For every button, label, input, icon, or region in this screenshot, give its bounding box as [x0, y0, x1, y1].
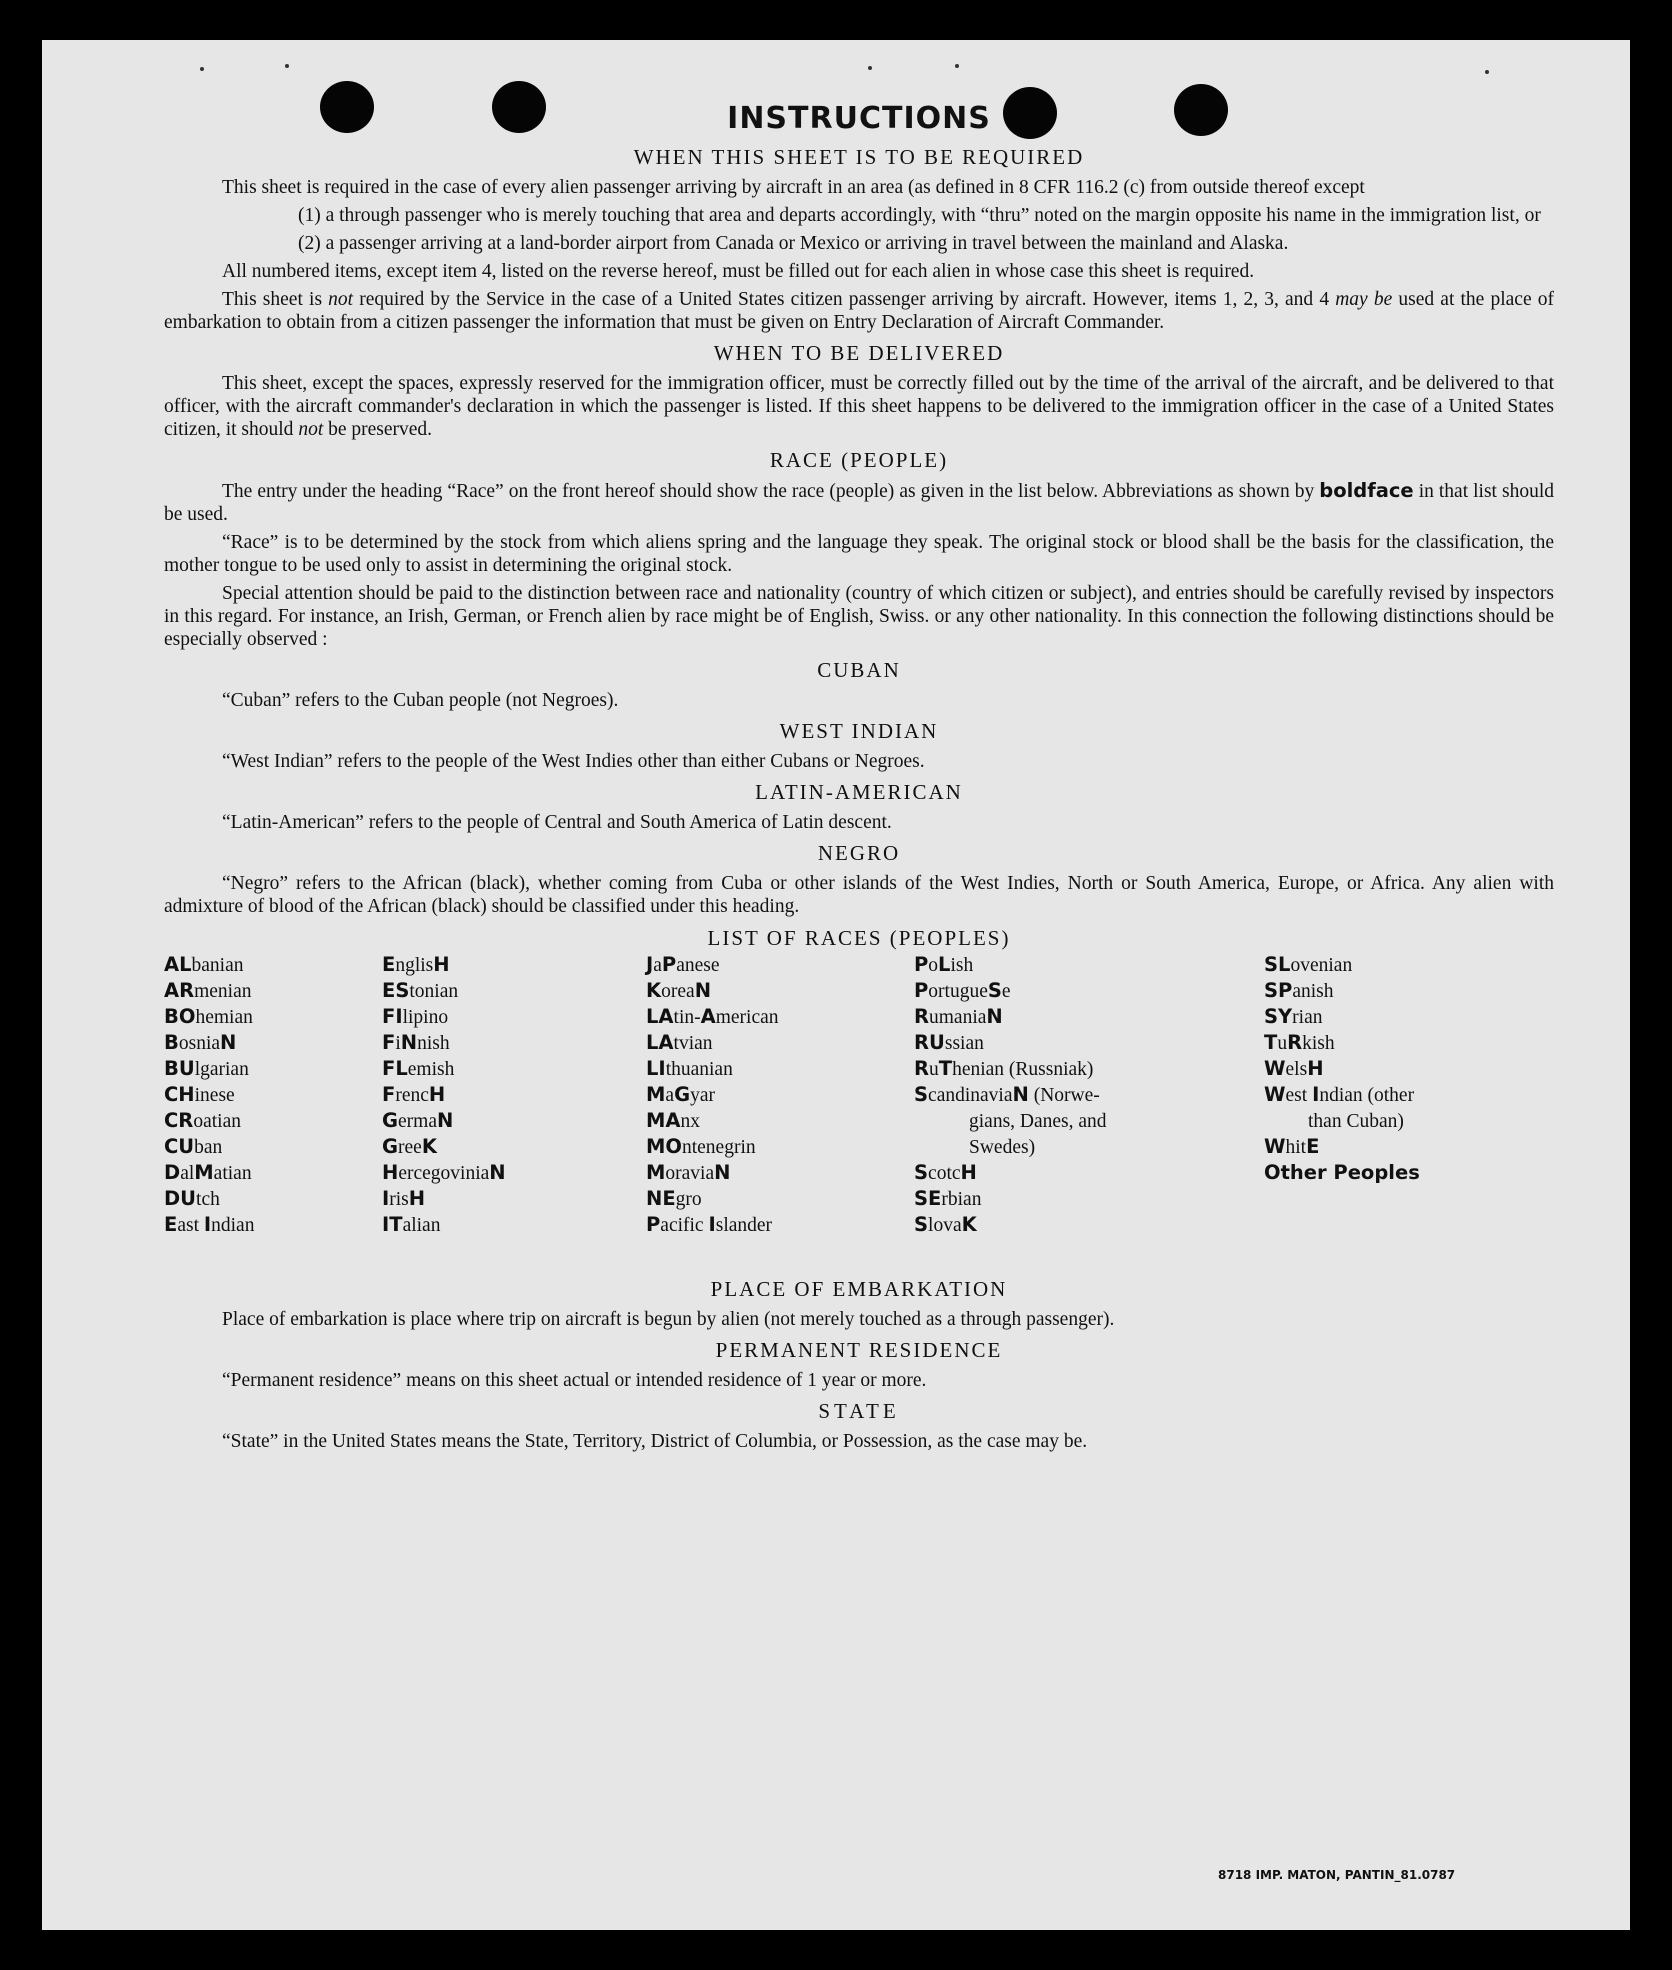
race-entry: FiNnish: [382, 1031, 450, 1054]
heading-permanent-residence: PERMANENT RESIDENCE: [715, 1338, 1003, 1362]
race-entry: RuThenian (Russniak): [914, 1057, 1094, 1080]
heading-west-indian: WEST INDIAN: [779, 719, 939, 743]
race-entry: GermaN: [382, 1109, 454, 1132]
paragraph: This sheet, except the spaces, expressly reserved for the immigration officer, must be correctly filled out by the time of the arrival of the aircraft, and be delivered to that officer, with the aircraft commander's declaration in which the passenger is listed. If this sheet happens to be delivered to the immigration officer in the case of a United States citizen, it should not be preserved.: [164, 373, 1554, 440]
race-entry: IrisH: [382, 1187, 426, 1210]
race-entry: RumaniaN: [914, 1005, 1003, 1028]
race-entry: MOntenegrin: [646, 1135, 756, 1158]
paragraph: “West Indian” refers to the people of the West Indies other than either Cubans or Negroes.: [222, 751, 925, 772]
race-entry: NEgro: [646, 1187, 702, 1210]
race-entry: Other Peoples: [1264, 1161, 1420, 1184]
race-entry: SLovenian: [1264, 953, 1353, 976]
paragraph: Place of embarkation is place where trip on aircraft is begun by alien (not merely touched as a through passenger).: [222, 1309, 1115, 1330]
race-entry: Swedes): [969, 1137, 1036, 1158]
paragraph: “Cuban” refers to the Cuban people (not Negroes).: [222, 690, 619, 711]
paragraph: “Permanent residence” means on this sheet actual or intended residence of 1 year or more.: [222, 1370, 927, 1391]
speck: [955, 64, 959, 68]
race-entry: TuRkish: [1264, 1031, 1335, 1054]
heading-list-of-races: LIST OF RACES (PEOPLES): [707, 926, 1011, 950]
race-entry: JaPanese: [646, 953, 720, 976]
race-entry: MAnx: [646, 1109, 700, 1132]
race-entry: SPanish: [1264, 979, 1334, 1002]
race-entry: CHinese: [164, 1083, 235, 1106]
heading-when-delivered: WHEN TO BE DELIVERED: [713, 341, 1005, 365]
speck: [1485, 70, 1489, 74]
paragraph: All numbered items, except item 4, listed on the reverse hereof, must be filled out for each alien in whose case this sheet is required.: [222, 261, 1255, 282]
race-entry: ITalian: [382, 1213, 441, 1236]
race-entry: ScotcH: [914, 1161, 977, 1184]
printer-imprint: 8718 IMP. MATON, PANTIN_81.0787: [1218, 1868, 1456, 1882]
paragraph: “Negro” refers to the African (black), whether coming from Cuba or other islands of the West Indies, North or South America, Europe, or Africa. Any alien with admixture of blood of the African (black) should be classified under this heading.: [164, 873, 1554, 917]
speck: [285, 64, 289, 68]
paragraph: Special attention should be paid to the distinction between race and nationality (country of which citizen or subject), and entries should be carefully revised by inspectors in this regard. For instance, an Irish, German, or French alien by race might be of English, Swiss. or any other nationality. In this connection the following distinctions should be especially observed :: [164, 583, 1554, 650]
paragraph: This sheet is not required by the Service in the case of a United States citizen passenger arriving by aircraft. However, items 1, 2, 3, and 4 may be used at the place of embarkation to obtain from a citizen passenger the information that must be given on Entry Declaration of Aircraft Commander.: [164, 289, 1554, 333]
race-column: [1264, 952, 1524, 1186]
race-entry: WhitE: [1264, 1135, 1320, 1158]
race-entry: SlovaK: [914, 1213, 977, 1236]
document-sheet: [42, 40, 1630, 1930]
race-column: [382, 952, 592, 1238]
heading-when-required: WHEN THIS SHEET IS TO BE REQUIRED: [633, 145, 1085, 169]
race-entry: BosniaN: [164, 1031, 237, 1054]
race-entry: CUban: [164, 1135, 223, 1158]
race-entry: SErbian: [914, 1187, 982, 1210]
race-entry: gians, Danes, and: [969, 1111, 1107, 1132]
race-list: [164, 950, 1554, 1270]
race-entry: KoreaN: [646, 979, 712, 1002]
race-column: [646, 952, 886, 1238]
race-entry: BOhemian: [164, 1005, 253, 1028]
race-entry: ScandinaviaN (Norwe-: [914, 1083, 1100, 1106]
heading-negro: NEGRO: [817, 841, 901, 865]
heading-place-of-embarkation: PLACE OF EMBARKATION: [710, 1277, 1008, 1301]
race-entry: PortugueSe: [914, 979, 1011, 1002]
speck: [200, 67, 204, 71]
heading-latin-american: LATIN-AMERICAN: [755, 780, 963, 804]
race-entry: Pacific Islander: [646, 1213, 773, 1236]
race-entry: FLemish: [382, 1057, 455, 1080]
race-entry: HercegoviniaN: [382, 1161, 506, 1184]
paragraph: “Race” is to be determined by the stock from which aliens spring and the language they speak. The original stock or blood shall be the basis for the classification, the mother tongue to be used only to assist in determining the original stock.: [164, 532, 1554, 576]
race-entry: LAtvian: [646, 1031, 713, 1054]
race-column: [914, 952, 1184, 1238]
race-entry: West Indian (other: [1264, 1083, 1415, 1106]
heading-race: RACE (PEOPLE): [769, 448, 949, 472]
race-entry: RUssian: [914, 1031, 984, 1054]
list-item: (2) a passenger arriving at a land-border airport from Canada or Mexico or arriving in travel between the mainland and Alaska.: [298, 233, 1289, 254]
race-entry: WelsH: [1264, 1057, 1324, 1080]
race-entry: SYrian: [1264, 1005, 1323, 1028]
race-entry: ARmenian: [164, 979, 252, 1002]
race-entry: East Indian: [164, 1213, 255, 1236]
race-entry: EStonian: [382, 979, 459, 1002]
paragraph: The entry under the heading “Race” on the front hereof should show the race (people) as given in the list below. Abbreviations as shown by boldface in that list should be used.: [164, 479, 1554, 525]
heading-state: STATE: [818, 1399, 900, 1423]
speck: [868, 66, 872, 70]
race-entry: DalMatian: [164, 1161, 252, 1184]
list-item: (1) a through passenger who is merely touching that area and departs accordingly, with “thru” noted on the margin opposite his name in the immigration list, or: [298, 205, 1541, 226]
race-entry: PoLish: [914, 953, 974, 976]
race-entry: than Cuban): [1308, 1111, 1404, 1132]
race-entry: EnglisH: [382, 953, 450, 976]
paragraph: “State” in the United States means the State, Territory, District of Columbia, or Possession, as the case may be.: [222, 1431, 1088, 1452]
page-title: INSTRUCTIONS: [727, 101, 991, 136]
race-entry: ALbanian: [164, 953, 244, 976]
race-entry: BUlgarian: [164, 1057, 249, 1080]
paragraph: This sheet is required in the case of every alien passenger arriving by aircraft in an area (as defined in 8 CFR 116.2 (c) from outside thereof except: [222, 177, 1365, 198]
race-entry: DUtch: [164, 1187, 220, 1210]
race-entry: FIlipino: [382, 1005, 449, 1028]
race-column: [164, 952, 364, 1238]
race-entry: LAtin-American: [646, 1005, 779, 1028]
race-entry: CRoatian: [164, 1109, 241, 1132]
race-entry: MoraviaN: [646, 1161, 731, 1184]
paragraph: “Latin-American” refers to the people of Central and South America of Latin descent.: [222, 812, 892, 833]
instructions-page: [164, 100, 1554, 1453]
race-entry: LIthuanian: [646, 1057, 733, 1080]
race-entry: GreeK: [382, 1135, 437, 1158]
heading-cuban: CUBAN: [817, 658, 901, 682]
race-entry: FrencH: [382, 1083, 446, 1106]
race-entry: MaGyar: [646, 1083, 715, 1106]
